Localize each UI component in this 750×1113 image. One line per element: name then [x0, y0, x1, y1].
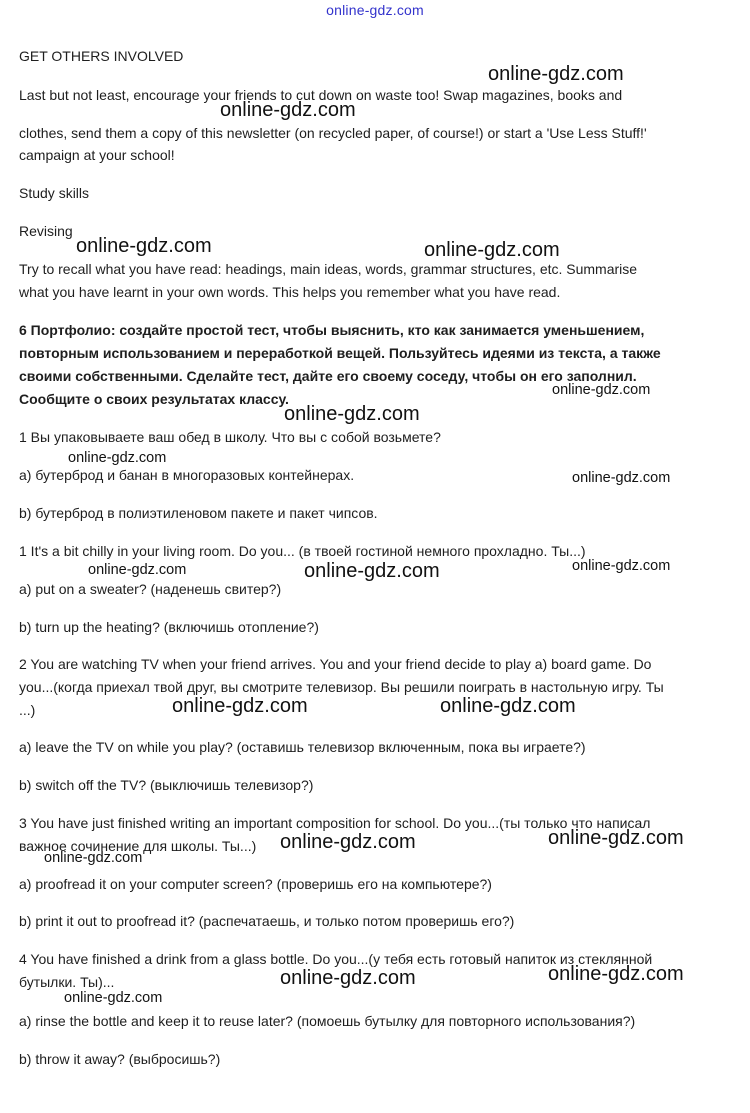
section-heading: GET OTHERS INVOLVED: [19, 48, 184, 64]
watermark-text: online-gdz.com: [88, 562, 187, 578]
answer-line: b) throw it away? (выбросишь?): [19, 1051, 221, 1067]
answer-line: a) proofread it on your computer screen? (проверишь его на компьютере?): [19, 876, 492, 892]
site-link[interactable]: online-gdz.com: [326, 2, 424, 18]
paragraph-line: Try to recall what you have read: headings, main ideas, words, grammar structures, etc. Summarise: [19, 261, 638, 277]
watermark-text: online-gdz.com: [68, 450, 167, 466]
task-line: повторным использованием и переработкой вещей. Пользуйтесь идеями из текста, а также: [19, 345, 661, 361]
answer-line: b) turn up the heating? (включишь отопление?): [19, 619, 319, 635]
question-line: 1 Вы упаковываете ваш обед в школу. Что вы с собой возьмете?: [19, 429, 441, 445]
watermark-text: online-gdz.com: [304, 560, 440, 582]
watermark-text: online-gdz.com: [440, 695, 576, 717]
question-line: 3 You have just finished writing an important composition for school. Do you...(ты только что написал: [19, 815, 651, 831]
paragraph-line: Last but not least, encourage your friends to cut down on waste too! Swap magazines, books and: [19, 87, 623, 103]
watermark-text: online-gdz.com: [172, 695, 308, 717]
question-line: ...): [19, 702, 36, 718]
paragraph-line: campaign at your school!: [19, 147, 175, 163]
question-line: 2 You are watching TV when your friend arrives. You and your friend decide to play a) board game. Do: [19, 656, 652, 672]
watermark-text: online-gdz.com: [572, 470, 671, 486]
question-line: важное сочинение для школы. Ты...): [19, 838, 257, 854]
task-line: Сообщите о своих результатах классу.: [19, 391, 289, 407]
watermark-text: online-gdz.com: [548, 963, 684, 985]
answer-line: a) leave the TV on while you play? (оставишь телевизор включенным, пока вы играете?): [19, 739, 586, 755]
watermark-text: online-gdz.com: [280, 967, 416, 989]
watermark-text: online-gdz.com: [64, 990, 163, 1006]
question-line: you...(когда приехал твой друг, вы смотрите телевизор. Вы решили поиграть в настольную игру. Ты: [19, 679, 664, 695]
watermark-text: online-gdz.com: [424, 239, 560, 261]
watermark-text: online-gdz.com: [280, 831, 416, 853]
watermark-text: online-gdz.com: [488, 63, 624, 85]
answer-line: b) print it out to proofread it? (распечатаешь, и только потом проверишь его?): [19, 913, 515, 929]
study-skills-label: Study skills: [19, 185, 90, 201]
task-line: своими собственными. Сделайте тест, дайте его своему соседу, чтобы он его заполнил.: [19, 368, 637, 384]
watermark-text: online-gdz.com: [572, 558, 671, 574]
answer-line: а) бутерброд и банан в многоразовых контейнерах.: [19, 467, 355, 483]
task-line: 6 Портфолио: создайте простой тест, чтобы выяснить, кто как занимается уменьшением,: [19, 322, 645, 338]
answer-line: a) rinse the bottle and keep it to reuse later? (помоешь бутылку для повторного использования?): [19, 1013, 636, 1029]
paragraph-line: clothes, send them a copy of this newsletter (on recycled paper, of course!) or start a 'Use Less Stuff!': [19, 125, 647, 141]
question-line: бутылки. Ты)...: [19, 974, 115, 990]
paragraph-line: what you have learnt in your own words. This helps you remember what you have read.: [19, 284, 561, 300]
answer-line: a) put on a sweater? (наденешь свитер?): [19, 581, 282, 597]
watermark-text: online-gdz.com: [76, 235, 212, 257]
watermark-text: online-gdz.com: [552, 382, 651, 398]
watermark-text: online-gdz.com: [284, 403, 420, 425]
answer-line: b) бутерброд в полиэтиленовом пакете и пакет чипсов.: [19, 505, 378, 521]
answer-line: b) switch off the TV? (выключишь телевизор?): [19, 777, 314, 793]
watermark-text: online-gdz.com: [44, 850, 143, 866]
question-line: 1 It's a bit chilly in your living room. Do you... (в твоей гостиной немного прохладно. Ты...): [19, 543, 586, 559]
revising-label: Revising: [19, 223, 73, 239]
watermark-text: online-gdz.com: [220, 99, 356, 121]
watermark-text: online-gdz.com: [548, 827, 684, 849]
question-line: 4 You have finished a drink from a glass bottle. Do you...(у тебя есть готовый напиток из стеклянной: [19, 951, 653, 967]
